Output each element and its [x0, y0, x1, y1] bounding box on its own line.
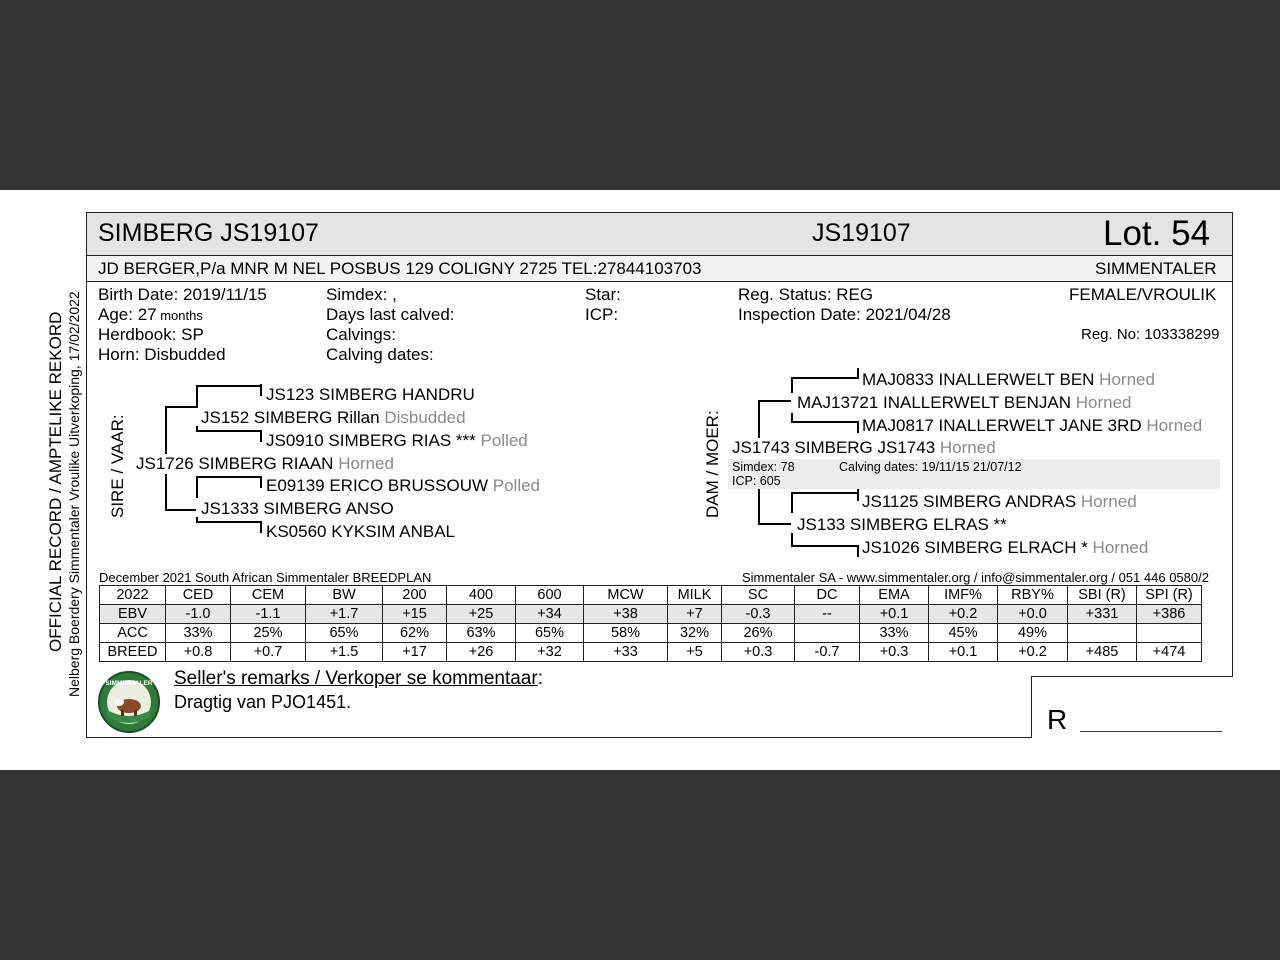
birth-date: Birth Date: 2019/11/15 — [98, 285, 267, 304]
ebv-cell: -0.7 — [795, 643, 860, 662]
sex: FEMALE/VROULIK — [1069, 285, 1217, 304]
calving-dates: Calving dates: — [326, 345, 434, 364]
sire-dam: JS1333 SIMBERG ANSO — [201, 499, 394, 518]
ebv-cell: 65% — [306, 624, 383, 643]
icp: ICP: — [585, 305, 619, 324]
ebv-cell: +34 — [516, 605, 584, 624]
pedigree-line — [196, 517, 198, 522]
star: Star: — [585, 285, 621, 304]
dam-dam-sire: JS1125 SIMBERG ANDRAS Horned — [862, 492, 1137, 511]
r-signature-line — [1080, 731, 1222, 732]
ebv-cell: +0.3 — [722, 643, 795, 662]
sire-paternal-sire: JS152 SIMBERG Rillan Disbudded — [201, 408, 466, 427]
ebv-cell: +0.1 — [929, 643, 998, 662]
pedigree-line — [196, 430, 262, 432]
ebv-row-breed — [100, 643, 1202, 662]
pedigree-line — [857, 421, 859, 433]
pedigree-line — [260, 476, 262, 488]
ebv-cell: +0.8 — [166, 643, 231, 662]
ebv-header-cell: 2022 — [100, 586, 166, 605]
pedigree-line — [758, 489, 760, 524]
pedigree-line — [791, 492, 793, 513]
owner-line: JD BERGER,P/a MNR M NEL POSBUS 129 COLIGNY 2725 TEL:27844103703 — [98, 259, 702, 278]
ebv-header-cell: SPI (R) — [1137, 586, 1202, 605]
ebv-table — [99, 585, 1202, 662]
days-last-calved: Days last calved: — [326, 305, 455, 324]
ebv-cell: 32% — [668, 624, 722, 643]
ebv-cell: EBV — [100, 605, 166, 624]
ebv-cell: 49% — [998, 624, 1068, 643]
ebv-cell: +485 — [1068, 643, 1137, 662]
ebv-cell: +331 — [1068, 605, 1137, 624]
ebv-header-cell: MILK — [668, 586, 722, 605]
ebv-cell: +17 — [383, 643, 447, 662]
ebv-header-cell: SBI (R) — [1068, 586, 1137, 605]
ebv-cell: +26 — [447, 643, 516, 662]
ebv-cell: 62% — [383, 624, 447, 643]
r-label: R — [1047, 704, 1068, 735]
ebv-header-row — [100, 586, 1202, 605]
ebv-cell: 63% — [447, 624, 516, 643]
ebv-header-cell: CED — [166, 586, 231, 605]
dam-calving-dates: Calving dates: 19/11/15 21/07/12 — [839, 460, 1022, 474]
breed-name: SIMMENTALER — [1095, 259, 1217, 278]
pedigree-line — [758, 523, 791, 525]
animal-reg-code: JS19107 — [812, 219, 911, 247]
sire-paternal-grandsire: JS123 SIMBERG HANDRU — [266, 385, 475, 404]
dam-simdex: Simdex: 78 — [732, 460, 795, 474]
dam-sire-dam: MAJ0817 INALLERWELT JANE 3RD Horned — [862, 416, 1203, 435]
pedigree-line — [196, 521, 262, 523]
ebv-cell: 58% — [584, 624, 668, 643]
pedigree-line — [165, 406, 196, 408]
ebv-header-cell: 400 — [447, 586, 516, 605]
pedigree-line — [196, 476, 198, 498]
ebv-header-cell: SC — [722, 586, 795, 605]
ebv-cell: -1.1 — [231, 605, 306, 624]
pedigree-line — [857, 489, 859, 501]
ebv-cell: +5 — [668, 643, 722, 662]
pedigree-line — [791, 545, 859, 547]
pedigree-line — [791, 492, 859, 494]
dam-sire: MAJ13721 INALLERWELT BENJAN Horned — [797, 393, 1132, 412]
ebv-header-cell: MCW — [584, 586, 668, 605]
pedigree-line — [791, 421, 859, 423]
svg-text:SIMMENTALER: SIMMENTALER — [105, 680, 153, 687]
pedigree-line — [758, 400, 760, 438]
horn-status: Horn: Disbudded — [98, 345, 226, 364]
ebv-header-cell: EMA — [860, 586, 929, 605]
reg-status: Reg. Status: REG — [738, 285, 874, 304]
ebv-cell: 25% — [231, 624, 306, 643]
ebv-header-cell: 200 — [383, 586, 447, 605]
pedigree-line — [260, 384, 262, 396]
official-record-side-text: OFFICIAL RECORD / AMPTELIKE REKORD — [46, 311, 65, 652]
sire-maternal-grandsire: E09139 ERICO BRUSSOUW Polled — [266, 476, 541, 495]
ebv-header-cell: 600 — [516, 586, 584, 605]
pedigree-line — [165, 474, 167, 510]
dam-dam: JS133 SIMBERG ELRAS ** — [797, 515, 1007, 534]
pedigree-line — [758, 400, 791, 402]
breedplan-contact: Simmentaler SA - www.simmentaler.org / info@simmentaler.org / 051 446 0580/2 — [742, 570, 1209, 585]
ebv-cell: 65% — [516, 624, 584, 643]
ebv-header-cell: DC — [795, 586, 860, 605]
ebv-cell: +474 — [1137, 643, 1202, 662]
herdbook: Herdbook: SP — [98, 325, 204, 344]
ebv-cell: ACC — [100, 624, 166, 643]
ebv-header-cell: RBY% — [998, 586, 1068, 605]
ebv-header-cell: BW — [306, 586, 383, 605]
ebv-header-cell: IMF% — [929, 586, 998, 605]
pedigree-line — [260, 521, 262, 533]
sire-name: JS1726 SIMBERG RIAAN Horned — [136, 454, 394, 473]
simmentaler-logo-icon — [97, 670, 161, 734]
pedigree-line — [196, 385, 262, 387]
pedigree-line — [857, 368, 859, 379]
pedigree-line — [165, 406, 167, 454]
ebv-cell: +32 — [516, 643, 584, 662]
ebv-cell: 33% — [860, 624, 929, 643]
reg-number: Reg. No: 103338299 — [1081, 326, 1220, 343]
animal-name: SIMBERG JS19107 — [98, 219, 319, 247]
ebv-cell: +1.5 — [306, 643, 383, 662]
ebv-cell: +0.7 — [231, 643, 306, 662]
ebv-cell — [795, 624, 860, 643]
ebv-cell: +1.7 — [306, 605, 383, 624]
pedigree-line — [165, 509, 196, 511]
age-unit: months — [156, 308, 203, 323]
dam-icp: ICP: 605 — [732, 474, 781, 488]
ebv-cell: +386 — [1137, 605, 1202, 624]
inspection-date: Inspection Date: 2021/04/28 — [738, 305, 951, 324]
dam-label: DAM / MOER: — [703, 410, 722, 518]
breedplan-title: December 2021 South African Simmentaler BREEDPLAN — [99, 570, 432, 585]
sale-side-text: Nelberg Boerdery Simmentaler Vroulike Uitverkoping, 17/02/2022 — [66, 291, 82, 697]
sire-paternal-granddam: JS0910 SIMBERG RIAS *** Polled — [266, 431, 528, 450]
ebv-row-acc — [100, 624, 1202, 643]
ebv-cell: +33 — [584, 643, 668, 662]
ebv-cell: BREED — [100, 643, 166, 662]
ebv-cell: 45% — [929, 624, 998, 643]
dam-name: JS1743 SIMBERG JS1743 Horned — [732, 438, 996, 457]
ebv-cell: -1.0 — [166, 605, 231, 624]
simdex: Simdex: , — [326, 285, 397, 304]
ebv-cell: +7 — [668, 605, 722, 624]
calvings: Calvings: — [326, 325, 396, 344]
ebv-cell: 33% — [166, 624, 231, 643]
ebv-row-ebv — [100, 605, 1202, 624]
ebv-cell: -0.3 — [722, 605, 795, 624]
remarks-text: Dragtig van PJO1451. — [174, 692, 352, 712]
ebv-cell: +0.2 — [998, 643, 1068, 662]
ebv-cell — [1137, 624, 1202, 643]
age-value: Age: 27 — [98, 305, 157, 324]
pedigree-line — [791, 377, 793, 393]
ebv-cell: +0.2 — [929, 605, 998, 624]
ebv-cell: +0.1 — [860, 605, 929, 624]
sire-label: SIRE / VAAR: — [108, 414, 127, 518]
lot-number: Lot. 54 — [1103, 214, 1211, 253]
sire-maternal-granddam: KS0560 KYKSIM ANBAL — [266, 522, 455, 541]
pedigree-line — [196, 385, 198, 408]
ebv-cell: +15 — [383, 605, 447, 624]
age — [98, 305, 203, 325]
dam-dam-dam: JS1026 SIMBERG ELRACH * Horned — [862, 538, 1149, 557]
ebv-header-cell: CEM — [231, 586, 306, 605]
ebv-cell: +38 — [584, 605, 668, 624]
ebv-cell: -- — [795, 605, 860, 624]
pedigree-line — [260, 430, 262, 442]
remarks-heading: Seller's remarks / Verkoper se kommentaar: — [174, 668, 543, 689]
dam-sire-sire: MAJ0833 INALLERWELT BEN Horned — [862, 370, 1155, 389]
ebv-cell — [1068, 624, 1137, 643]
pedigree-line — [857, 545, 859, 557]
pedigree-line — [196, 426, 198, 431]
ebv-cell: +0.3 — [860, 643, 929, 662]
pedigree-line — [196, 476, 262, 478]
ebv-cell: +0.0 — [998, 605, 1068, 624]
ebv-cell: +25 — [447, 605, 516, 624]
ebv-cell: 26% — [722, 624, 795, 643]
pedigree-line — [791, 377, 859, 379]
